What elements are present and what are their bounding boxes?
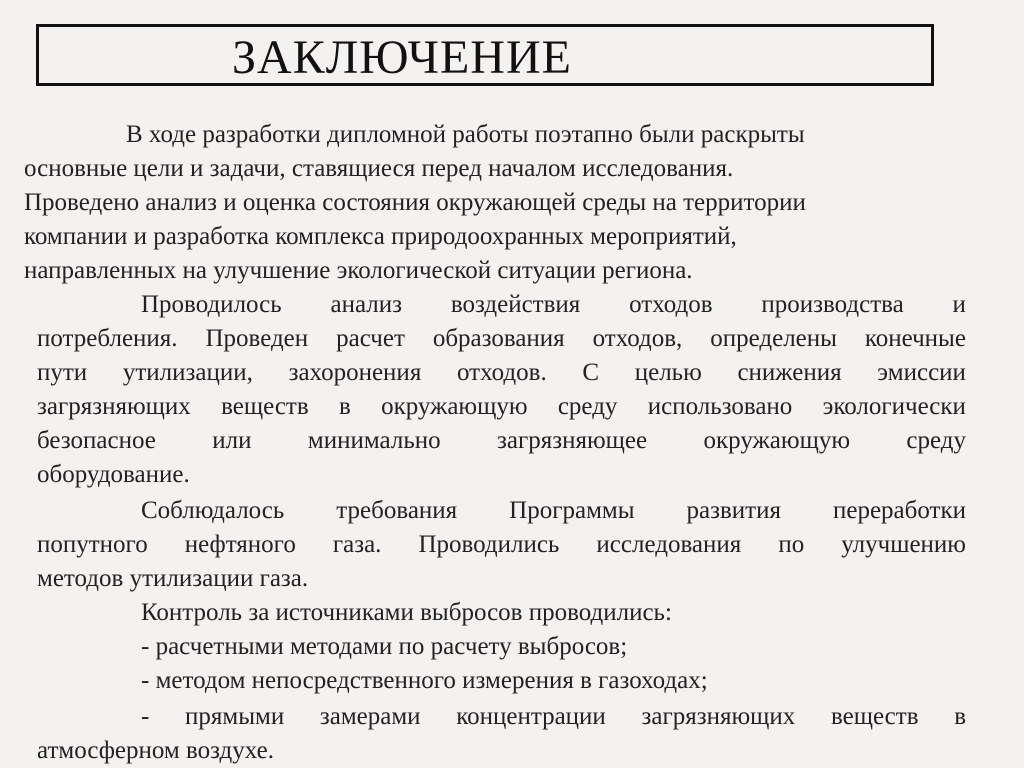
word: концентрации: [456, 703, 606, 730]
word: Программы: [509, 497, 635, 524]
word: попутного: [37, 531, 148, 558]
word: эмиссии: [877, 359, 966, 386]
word: загрязняющих: [641, 703, 796, 730]
text-line: - методом непосредственного измерения в газоходах;: [141, 667, 708, 694]
text-line: оборудование.: [37, 461, 190, 488]
text-line: методов утилизации газа.: [37, 565, 309, 592]
word: газа.: [332, 531, 382, 558]
word: и: [952, 291, 966, 318]
word: в: [954, 703, 966, 730]
word: веществ: [221, 393, 309, 420]
text-line: основные цели и задачи, ставящиеся перед началом исследования.: [24, 155, 734, 182]
text-line: компании и разработка комплекса природоохранных мероприятий,: [24, 223, 737, 250]
word: С: [582, 359, 600, 386]
word: Соблюдалось: [141, 497, 285, 524]
word: загрязняющих: [37, 393, 191, 420]
word: по: [778, 531, 805, 558]
word: переработки: [832, 497, 966, 524]
word: расчет: [336, 325, 405, 352]
word: отходов: [629, 291, 713, 318]
word: захоронения: [288, 359, 422, 386]
word: отходов,: [592, 325, 683, 352]
text-line: [37, 390, 966, 424]
word: анализ: [330, 291, 403, 318]
word: загрязняющее: [497, 427, 648, 454]
word: нефтяного: [184, 531, 296, 558]
text-line: В ходе разработки дипломной работы поэтапно были раскрыты: [126, 121, 805, 148]
word: развития: [686, 497, 781, 524]
word: конечные: [864, 325, 966, 352]
word: производства: [761, 291, 904, 318]
text-line: [37, 528, 966, 562]
text-line: [37, 322, 966, 356]
word: или: [212, 427, 252, 454]
word: Проводились: [418, 531, 560, 558]
word: утилизации,: [122, 359, 253, 386]
word: безопасное: [37, 427, 156, 454]
word: минимально: [307, 427, 441, 454]
text-line: Проведено анализ и оценка состояния окружающей среды на территории: [24, 189, 806, 216]
word: целью: [634, 359, 702, 386]
word: образования: [432, 325, 565, 352]
word: использовано: [647, 393, 793, 420]
word: окружающую: [381, 393, 528, 420]
text-line: направленных на улучшение экологической ситуации региона.: [24, 257, 693, 284]
word: Проведен: [205, 325, 309, 352]
word: замерами: [319, 703, 421, 730]
word: требования: [336, 497, 458, 524]
word: отходов.: [457, 359, 547, 386]
word: исследования: [596, 531, 742, 558]
word: -: [141, 703, 150, 730]
text-line: [141, 494, 966, 528]
text-line: [37, 356, 966, 390]
word: экологически: [822, 393, 966, 420]
word: воздействия: [450, 291, 581, 318]
text-line: [141, 700, 966, 734]
word: потребления.: [37, 325, 178, 352]
word: снижения: [737, 359, 842, 386]
word: среду: [906, 427, 966, 454]
word: пути: [37, 359, 88, 386]
text-line: [37, 424, 966, 458]
text-line: [141, 288, 966, 322]
word: веществ: [830, 703, 919, 730]
slide-title: ЗАКЛЮЧЕНИЕ: [232, 31, 572, 84]
text-line: Контроль за источниками выбросов проводились:: [141, 599, 672, 626]
word: определены: [710, 325, 837, 352]
word: окружающую: [703, 427, 850, 454]
word: улучшению: [841, 531, 966, 558]
word: в: [338, 393, 351, 420]
word: Проводилось: [141, 291, 282, 318]
word: прямыми: [185, 703, 285, 730]
text-line: атмосферном воздухе.: [37, 737, 274, 764]
word: среду: [557, 393, 618, 420]
text-line: - расчетными методами по расчету выбросов;: [141, 633, 628, 660]
